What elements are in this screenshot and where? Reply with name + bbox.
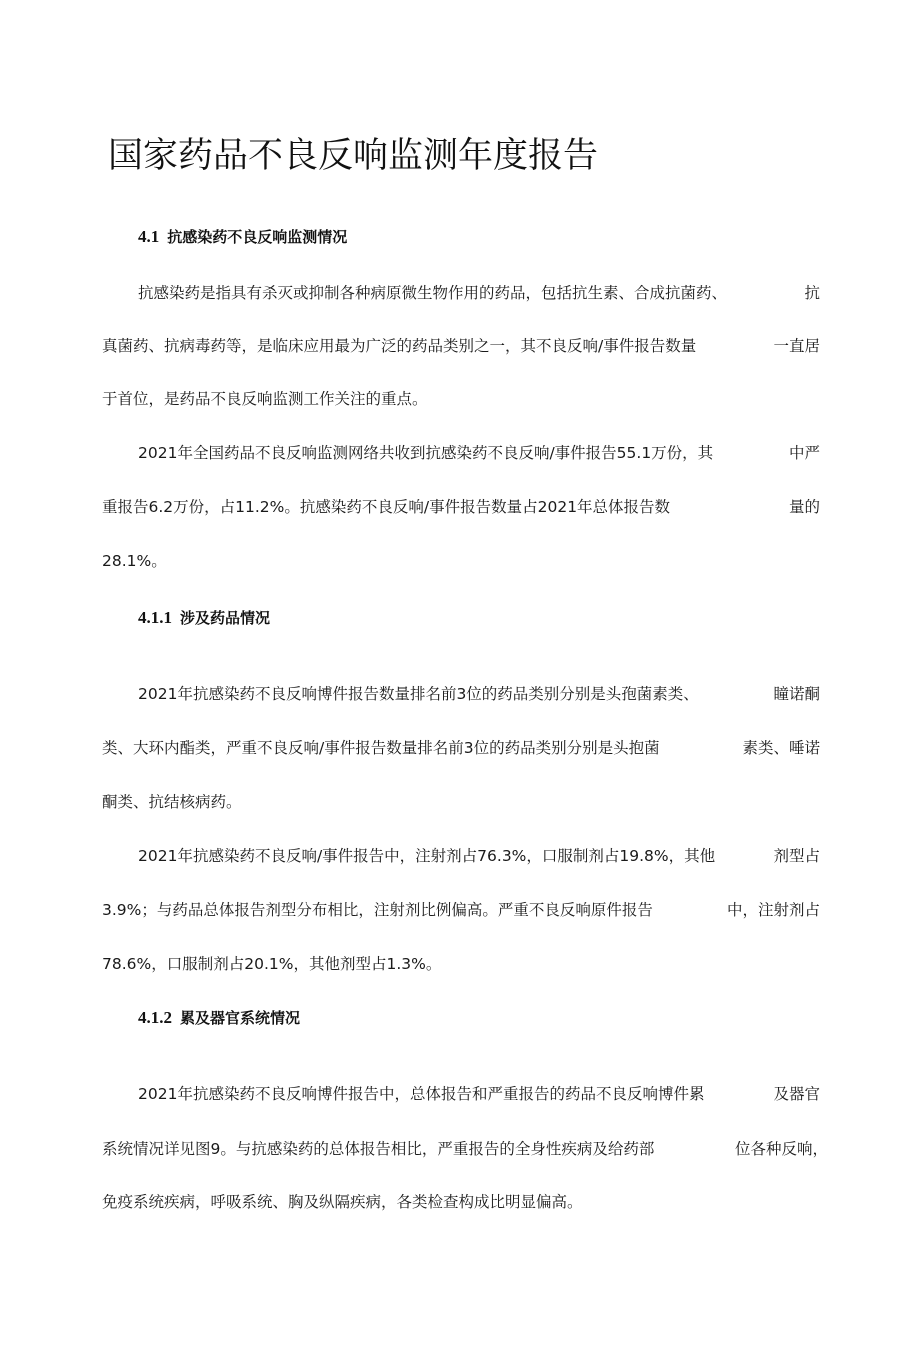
paragraph-line: 2021年抗感染药不良反响博件报告数量排名前3位的药品类别分别是头孢菌素类、 — [138, 685, 699, 703]
paragraph-line-tail: 剂型占 — [773, 847, 820, 865]
section-number: 4.1 — [138, 227, 160, 246]
section-heading-4-1-1 — [138, 607, 270, 628]
paragraph-line: 2021年全国药品不良反响监测网络共收到抗感染药不良反响/事件报告55.1万份，其 — [138, 444, 714, 462]
section-title: 抗感染药不良反响监测情况 — [167, 228, 348, 246]
paragraph-line-tail: 位各种反响， — [734, 1140, 828, 1158]
paragraph-line-tail: 瞳诺酮 — [773, 685, 820, 703]
section-heading-4-1-2 — [138, 1007, 300, 1028]
paragraph-line-tail: 抗 — [804, 284, 820, 302]
paragraph-line: 抗感染药是指具有杀灭或抑制各种病原微生物作用的药品，包括抗生素、合成抗菌药、 — [138, 284, 728, 302]
paragraph-line: 2021年抗感染药不良反响/事件报告中，注射剂占76.3%，口服制剂占19.8%，其他 — [138, 847, 716, 865]
paragraph-line-tail: 量的 — [788, 498, 820, 516]
section-title: 涉及药品情况 — [180, 609, 271, 627]
paragraph-line: 重报告6.2万份，占11.2%。抗感染药不良反响/事件报告数量占2021年总体报告数 — [102, 498, 671, 516]
paragraph-line: 真菌药、抗病毒药等，是临床应用最为广泛的药品类别之一，其不良反响/事件报告数量 — [102, 337, 697, 355]
paragraph-line-tail: 中，注射剂占 — [726, 901, 820, 919]
paragraph-line-tail: 中严 — [788, 444, 820, 462]
paragraph-line-tail: 及器官 — [773, 1085, 820, 1103]
paragraph-line: 3.9%；与药品总体报告剂型分布相比，注射剂比例偏高。严重不良反响原件报告 — [102, 901, 653, 919]
section-number: 4.1.1 — [138, 608, 172, 627]
paragraph-line: 酮类、抗结核病药。 — [102, 793, 242, 811]
section-title: 累及器官系统情况 — [180, 1009, 301, 1027]
paragraph-line: 免疫系统疾病，呼吸系统、胸及纵隔疾病，各类检查构成比明显偏高。 — [102, 1193, 583, 1211]
paragraph-line-tail: 一直居 — [773, 337, 820, 355]
paragraph-line: 28.1%。 — [102, 552, 167, 570]
paragraph-line: 78.6%，口服制剂占20.1%，其他剂型占1.3%。 — [102, 955, 442, 973]
section-heading-4-1 — [138, 226, 347, 247]
paragraph-line: 2021年抗感染药不良反响博件报告中，总体报告和严重报告的药品不良反响博件累 — [138, 1085, 705, 1103]
paragraph-line: 系统情况详见图9。与抗感染药的总体报告相比，严重报告的全身性疾病及给药部 — [102, 1140, 655, 1158]
paragraph-line-tail: 素类、唾诺 — [742, 739, 820, 757]
paragraph-line: 于首位，是药品不良反响监测工作关注的重点。 — [102, 390, 428, 408]
section-number: 4.1.2 — [138, 1008, 172, 1027]
paragraph-line: 类、大环内酯类，严重不良反响/事件报告数量排名前3位的药品类别分别是头抱菌 — [102, 739, 660, 757]
document-title: 国家药品不良反响监测年度报告 — [108, 136, 599, 176]
